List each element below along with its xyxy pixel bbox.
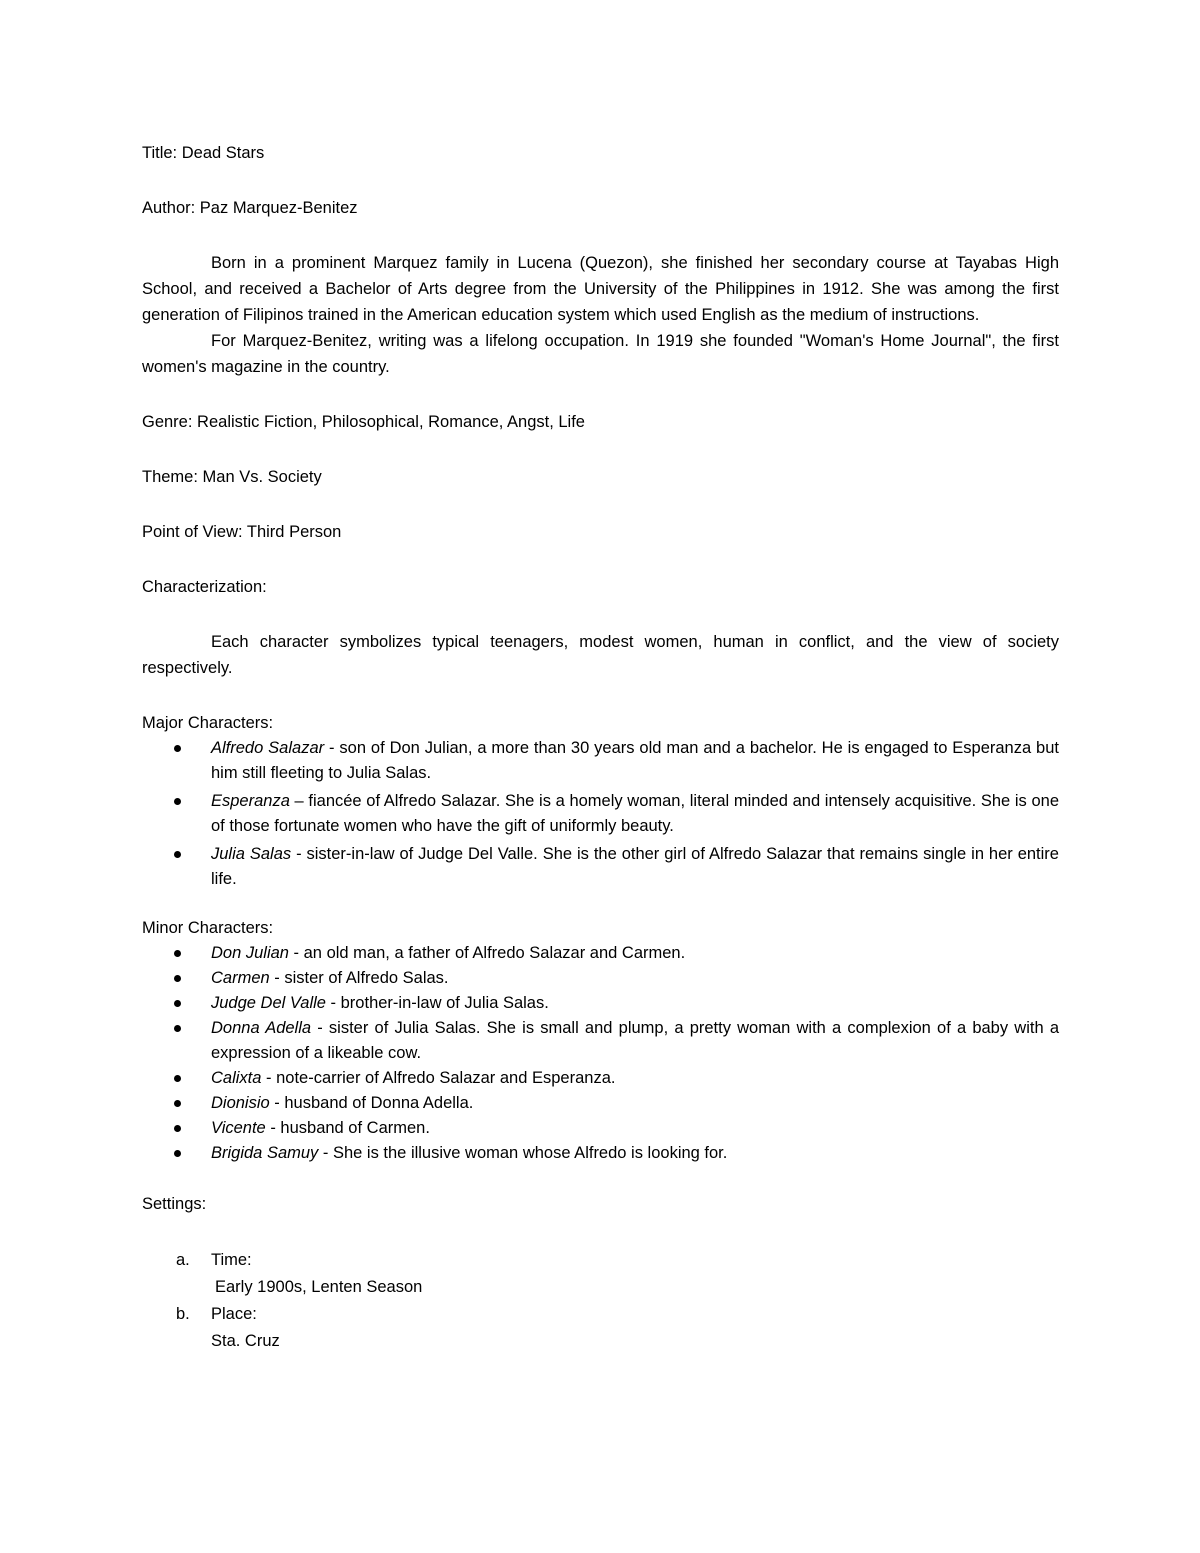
spacer	[142, 895, 1059, 915]
setting-value-time: Early 1900s, Lenten Season	[215, 1278, 423, 1296]
bio-paragraph-2: For Marquez-Benitez, writing was a lifelong occupation. In 1919 she founded "Woman's Home Journal", the first women's magazine in the country.	[142, 332, 1059, 376]
character-description: - sister of Julia Salas. She is small and plump, a pretty woman with a complexion of a baby with a expression of a likeable cow.	[211, 1019, 1059, 1062]
list-item	[211, 1091, 1059, 1116]
characterization-paragraph: Each character symbolizes typical teenagers, modest women, human in conflict, and the view of society respectively.	[142, 633, 1059, 677]
character-description: – fiancée of Alfredo Salazar. She is a homely woman, literal minded and intensely acquisitive. She is one of those fortunate women who have the gift of uniformly beauty.	[211, 792, 1059, 835]
genre-label: Genre:	[142, 413, 193, 431]
settings-heading: Settings:	[142, 1195, 207, 1213]
character-name: Vicente	[211, 1119, 266, 1137]
theme-label: Theme:	[142, 468, 198, 486]
character-name: Carmen	[211, 969, 270, 987]
pov-value: Third Person	[246, 523, 342, 541]
list-item	[211, 941, 1059, 966]
settings-list	[142, 1247, 1059, 1355]
character-name: Calixta	[211, 1069, 262, 1087]
genre-line	[142, 409, 1059, 435]
character-description: - sister-in-law of Judge Del Valle. She is the other girl of Alfredo Salazar that remains single in her entire life.	[211, 845, 1059, 888]
characterization-heading: Characterization:	[142, 578, 267, 596]
bullet-icon	[174, 1100, 181, 1107]
title-line	[142, 140, 1059, 166]
minor-characters-list	[142, 941, 1059, 1166]
character-description: - son of Don Julian, a more than 30 years old man and a bachelor. He is engaged to Esperanza but him still fleeting to Julia Salas.	[211, 739, 1059, 782]
character-name: Brigida Samuy	[211, 1144, 319, 1162]
bullet-icon	[174, 1000, 181, 1007]
spacer	[142, 1166, 1059, 1191]
bullet-icon	[174, 1125, 181, 1132]
character-description: - She is the illusive woman whose Alfredo is looking for.	[318, 1144, 728, 1162]
major-characters-list	[142, 736, 1059, 892]
bullet-icon	[174, 745, 181, 752]
bullet-icon	[174, 950, 181, 957]
character-name: Don Julian	[211, 944, 289, 962]
author-value: Paz Marquez-Benitez	[199, 199, 358, 217]
list-item	[176, 1247, 1059, 1301]
genre-value: Realistic Fiction, Philosophical, Romance, Angst, Life	[197, 413, 585, 431]
list-item	[211, 1016, 1059, 1066]
bullet-icon	[174, 798, 181, 805]
list-marker: b.	[176, 1305, 190, 1323]
bullet-icon	[174, 1075, 181, 1082]
setting-label-place: Place:	[211, 1305, 257, 1323]
character-name: Donna Adella	[211, 1019, 312, 1037]
title-value: Dead Stars	[181, 144, 265, 162]
character-description: - sister of Alfredo Salas.	[269, 969, 449, 987]
list-item	[211, 1141, 1059, 1166]
list-item	[211, 842, 1059, 892]
character-name: Esperanza	[211, 792, 290, 810]
list-item	[211, 1066, 1059, 1091]
character-description: - husband of Donna Adella.	[269, 1094, 474, 1112]
character-name: Dionisio	[211, 1094, 270, 1112]
character-name: Alfredo Salazar	[211, 739, 325, 757]
pov-label: Point of View:	[142, 523, 243, 541]
list-item	[211, 736, 1059, 786]
character-description: - husband of Carmen.	[265, 1119, 430, 1137]
bullet-icon	[174, 851, 181, 858]
theme-line	[142, 464, 1059, 490]
minor-characters-heading: Minor Characters:	[142, 919, 274, 937]
bullet-icon	[174, 975, 181, 982]
list-item	[211, 991, 1059, 1016]
major-characters-heading: Major Characters:	[142, 714, 274, 732]
list-item	[211, 966, 1059, 991]
list-item	[176, 1301, 1059, 1355]
author-label: Author:	[142, 199, 196, 217]
character-description: - an old man, a father of Alfredo Salazar and Carmen.	[288, 944, 686, 962]
spacer	[142, 1217, 1059, 1247]
character-description: - note-carrier of Alfredo Salazar and Esperanza.	[261, 1069, 616, 1087]
bullet-icon	[174, 1025, 181, 1032]
list-item	[211, 1116, 1059, 1141]
setting-label-time: Time:	[211, 1251, 252, 1269]
author-line	[142, 195, 1059, 221]
bullet-icon	[174, 1150, 181, 1157]
list-item	[211, 789, 1059, 839]
character-description: - brother-in-law of Julia Salas.	[325, 994, 549, 1012]
title-label: Title:	[142, 144, 178, 162]
list-marker: a.	[176, 1251, 190, 1269]
pov-line	[142, 519, 1059, 545]
bio-paragraph-1: Born in a prominent Marquez family in Lucena (Quezon), she finished her secondary course at Tayabas High School, and received a Bachelor of Arts degree from the University of the Philippines in 1912. She was among the first generation of Filipinos trained in the American education system which used English as the medium of instructions.	[142, 254, 1059, 324]
setting-value-place: Sta. Cruz	[211, 1332, 280, 1350]
character-name: Julia Salas	[211, 845, 292, 863]
theme-value: Man Vs. Society	[202, 468, 322, 486]
character-name: Judge Del Valle	[211, 994, 326, 1012]
